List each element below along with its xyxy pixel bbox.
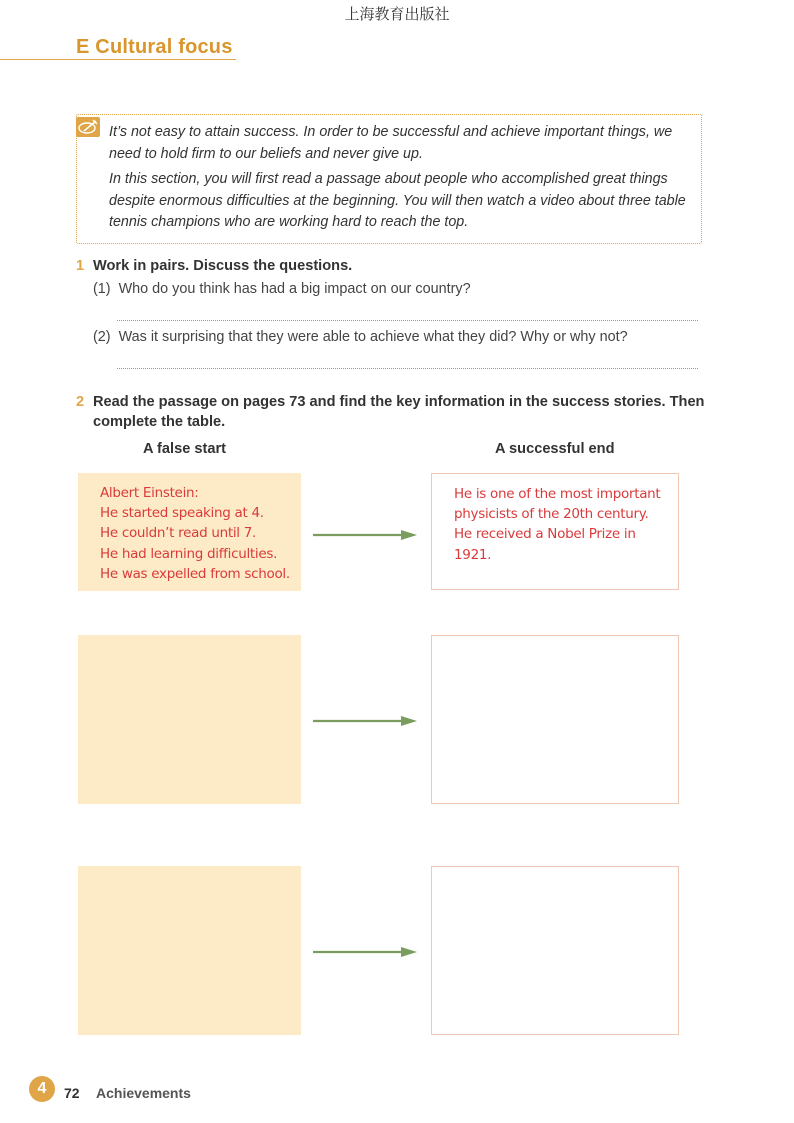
question-number: (2) (93, 329, 111, 345)
question-number: (1) (93, 281, 111, 297)
handwritten-line: He had learning difficulties. (100, 545, 278, 562)
handwritten-line: He couldn’t read until 7. (100, 525, 257, 542)
handwritten-line: 1921. (454, 546, 492, 563)
intro-paragraph: In this section, you will first read a passage about people who accomplished great things despite enormous difficulties at the beginning. You will then watch a video about three table tennis champions who are working hard to reach the top. (109, 171, 686, 230)
task2-instruction-line2: complete the table. (93, 414, 226, 430)
false-start-box-3[interactable] (78, 866, 301, 1035)
handwritten-line: He was expelled from school. (100, 565, 290, 582)
page-number: 72 (64, 1085, 80, 1101)
intro-paragraph: It’s not easy to attain success. In order to be successful and achieve important things, we need to hold firm to our beliefs and never give up. (109, 124, 673, 162)
successful-end-box-1[interactable] (431, 473, 679, 590)
unit-title: Achievements (96, 1085, 191, 1101)
intro-text (109, 122, 695, 238)
section-title: E Cultural focus (76, 36, 233, 58)
handwritten-line: physicists of the 20th century. (454, 506, 649, 523)
task2-heading (76, 392, 716, 432)
unit-number-badge: 4 (29, 1076, 55, 1102)
title-underline (0, 59, 236, 60)
handwritten-line: He received a Nobel Prize in (454, 526, 636, 543)
handwritten-line: He is one of the most important (454, 486, 661, 502)
column-header-false-start: A false start (143, 441, 227, 457)
arrow-icon (313, 946, 419, 958)
task2-instruction-line1: Read the passage on pages 73 and find the key information in the success stories. Then (93, 394, 705, 410)
task1-instruction: Work in pairs. Discuss the questions. (93, 258, 353, 274)
task1-heading (76, 258, 352, 274)
successful-end-box-3[interactable] (431, 866, 679, 1035)
arrow-icon (313, 529, 419, 541)
handwritten-line: He started speaking at 4. (100, 505, 264, 522)
answer-line-2[interactable] (117, 368, 698, 369)
handwritten-line: Albert Einstein: (100, 485, 199, 501)
publisher-header: 上海教育出版社 (344, 5, 450, 23)
arrow-icon (313, 715, 419, 727)
false-start-box-1[interactable] (78, 473, 301, 591)
pencil-note-icon (76, 117, 100, 137)
false-start-box-2[interactable] (78, 635, 301, 804)
task2-number: 2 (76, 394, 85, 410)
task1-question-2 (93, 329, 628, 345)
answer-line-1[interactable] (117, 320, 698, 321)
successful-end-box-2[interactable] (431, 635, 679, 804)
task1-number: 1 (76, 258, 85, 274)
question-text: Was it surprising that they were able to achieve what they did? Why or why not? (118, 329, 628, 345)
task1-question-1 (93, 281, 471, 297)
question-text: Who do you think has had a big impact on our country? (118, 281, 471, 297)
column-header-successful-end: A successful end (495, 441, 615, 457)
